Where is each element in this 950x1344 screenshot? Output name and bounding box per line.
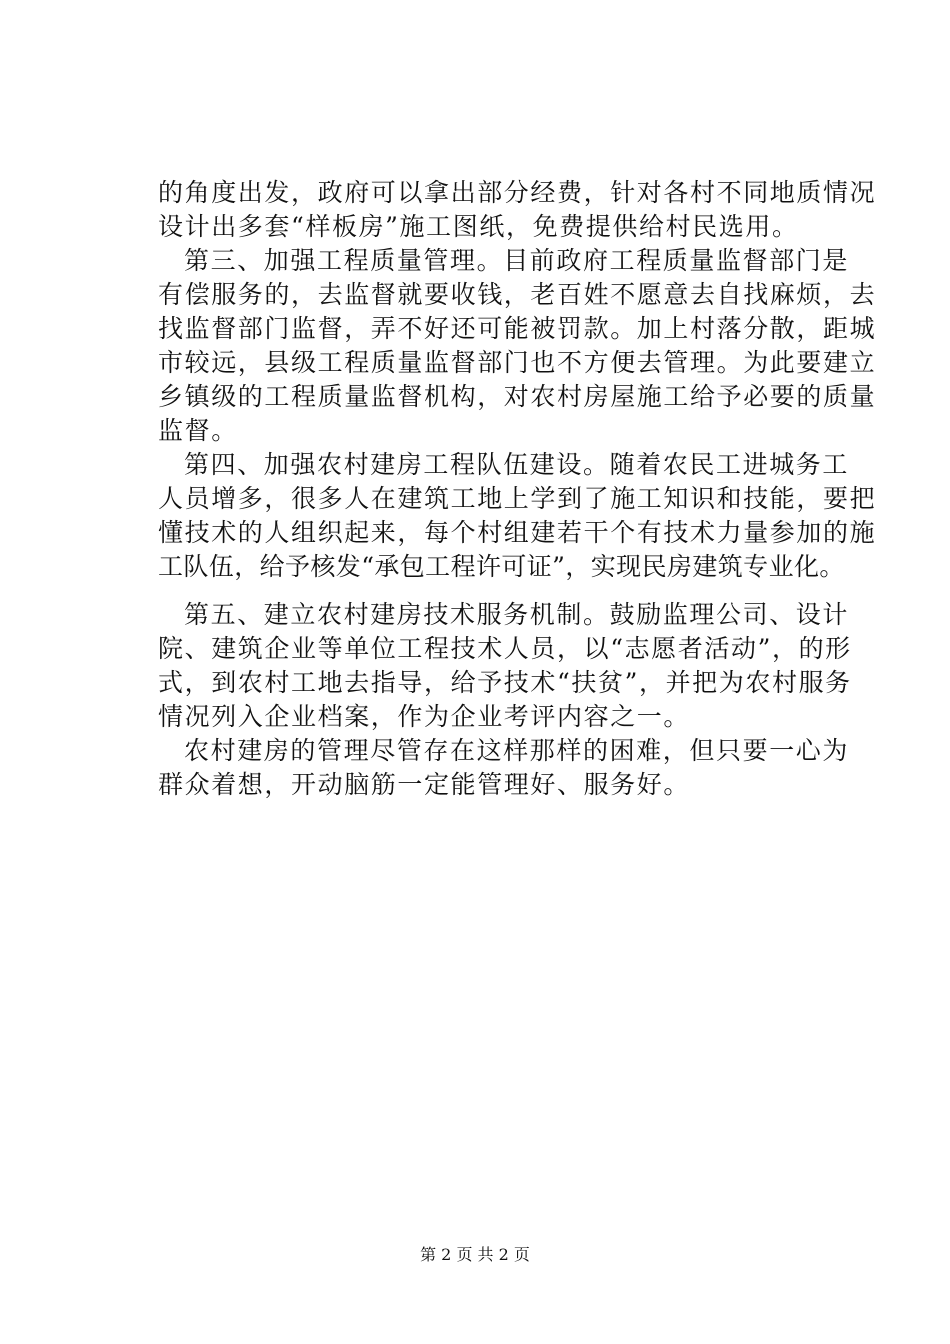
body-text-line: 市较远，县级工程质量监督部门也不方便去管理。为此要建立	[158, 348, 877, 377]
body-text-line: 的角度出发，政府可以拿出部分经费，针对各村不同地质情况	[158, 178, 877, 207]
paragraph-start-line: 第四、加强农村建房工程队伍建设。随着农民工进城务工	[184, 450, 850, 479]
body-text-line: 群众着想，开动脑筋一定能管理好、服务好。	[158, 770, 691, 799]
body-text-line: 懂技术的人组织起来，每个村组建若干个有技术力量参加的施	[158, 518, 877, 547]
body-text-line: 情况列入企业档案，作为企业考评内容之一。	[158, 702, 691, 731]
body-text-line: 设计出多套“样板房”施工图纸，免费提供给村民选用。	[158, 212, 799, 241]
body-text-line: 式，到农村工地去指导，给予技术“扶贫”，并把为农村服务	[158, 668, 852, 697]
body-text-line: 监督。	[158, 416, 238, 445]
body-text-line: 人员增多，很多人在建筑工地上学到了施工知识和技能，要把	[158, 484, 877, 513]
page-footer: 第 2 页 共 2 页	[420, 1245, 530, 1264]
paragraph-start-line: 第三、加强工程质量管理。目前政府工程质量监督部门是	[184, 246, 850, 275]
paragraph-start-line: 农村建房的管理尽管存在这样那样的困难，但只要一心为	[184, 736, 850, 765]
body-text-line: 有偿服务的，去监督就要收钱，老百姓不愿意去自找麻烦，去	[158, 280, 877, 309]
paragraph-start-line: 第五、建立农村建房技术服务机制。鼓励监理公司、设计	[184, 600, 850, 629]
body-text-line: 找监督部门监督，弄不好还可能被罚款。加上村落分散，距城	[158, 314, 877, 343]
body-text-line: 院、建筑企业等单位工程技术人员，以“志愿者活动”，的形	[158, 634, 852, 663]
body-text-line: 工队伍，给予核发“承包工程许可证”，实现民房建筑专业化。	[158, 552, 845, 581]
body-text-line: 乡镇级的工程质量监督机构，对农村房屋施工给予必要的质量	[158, 382, 877, 411]
